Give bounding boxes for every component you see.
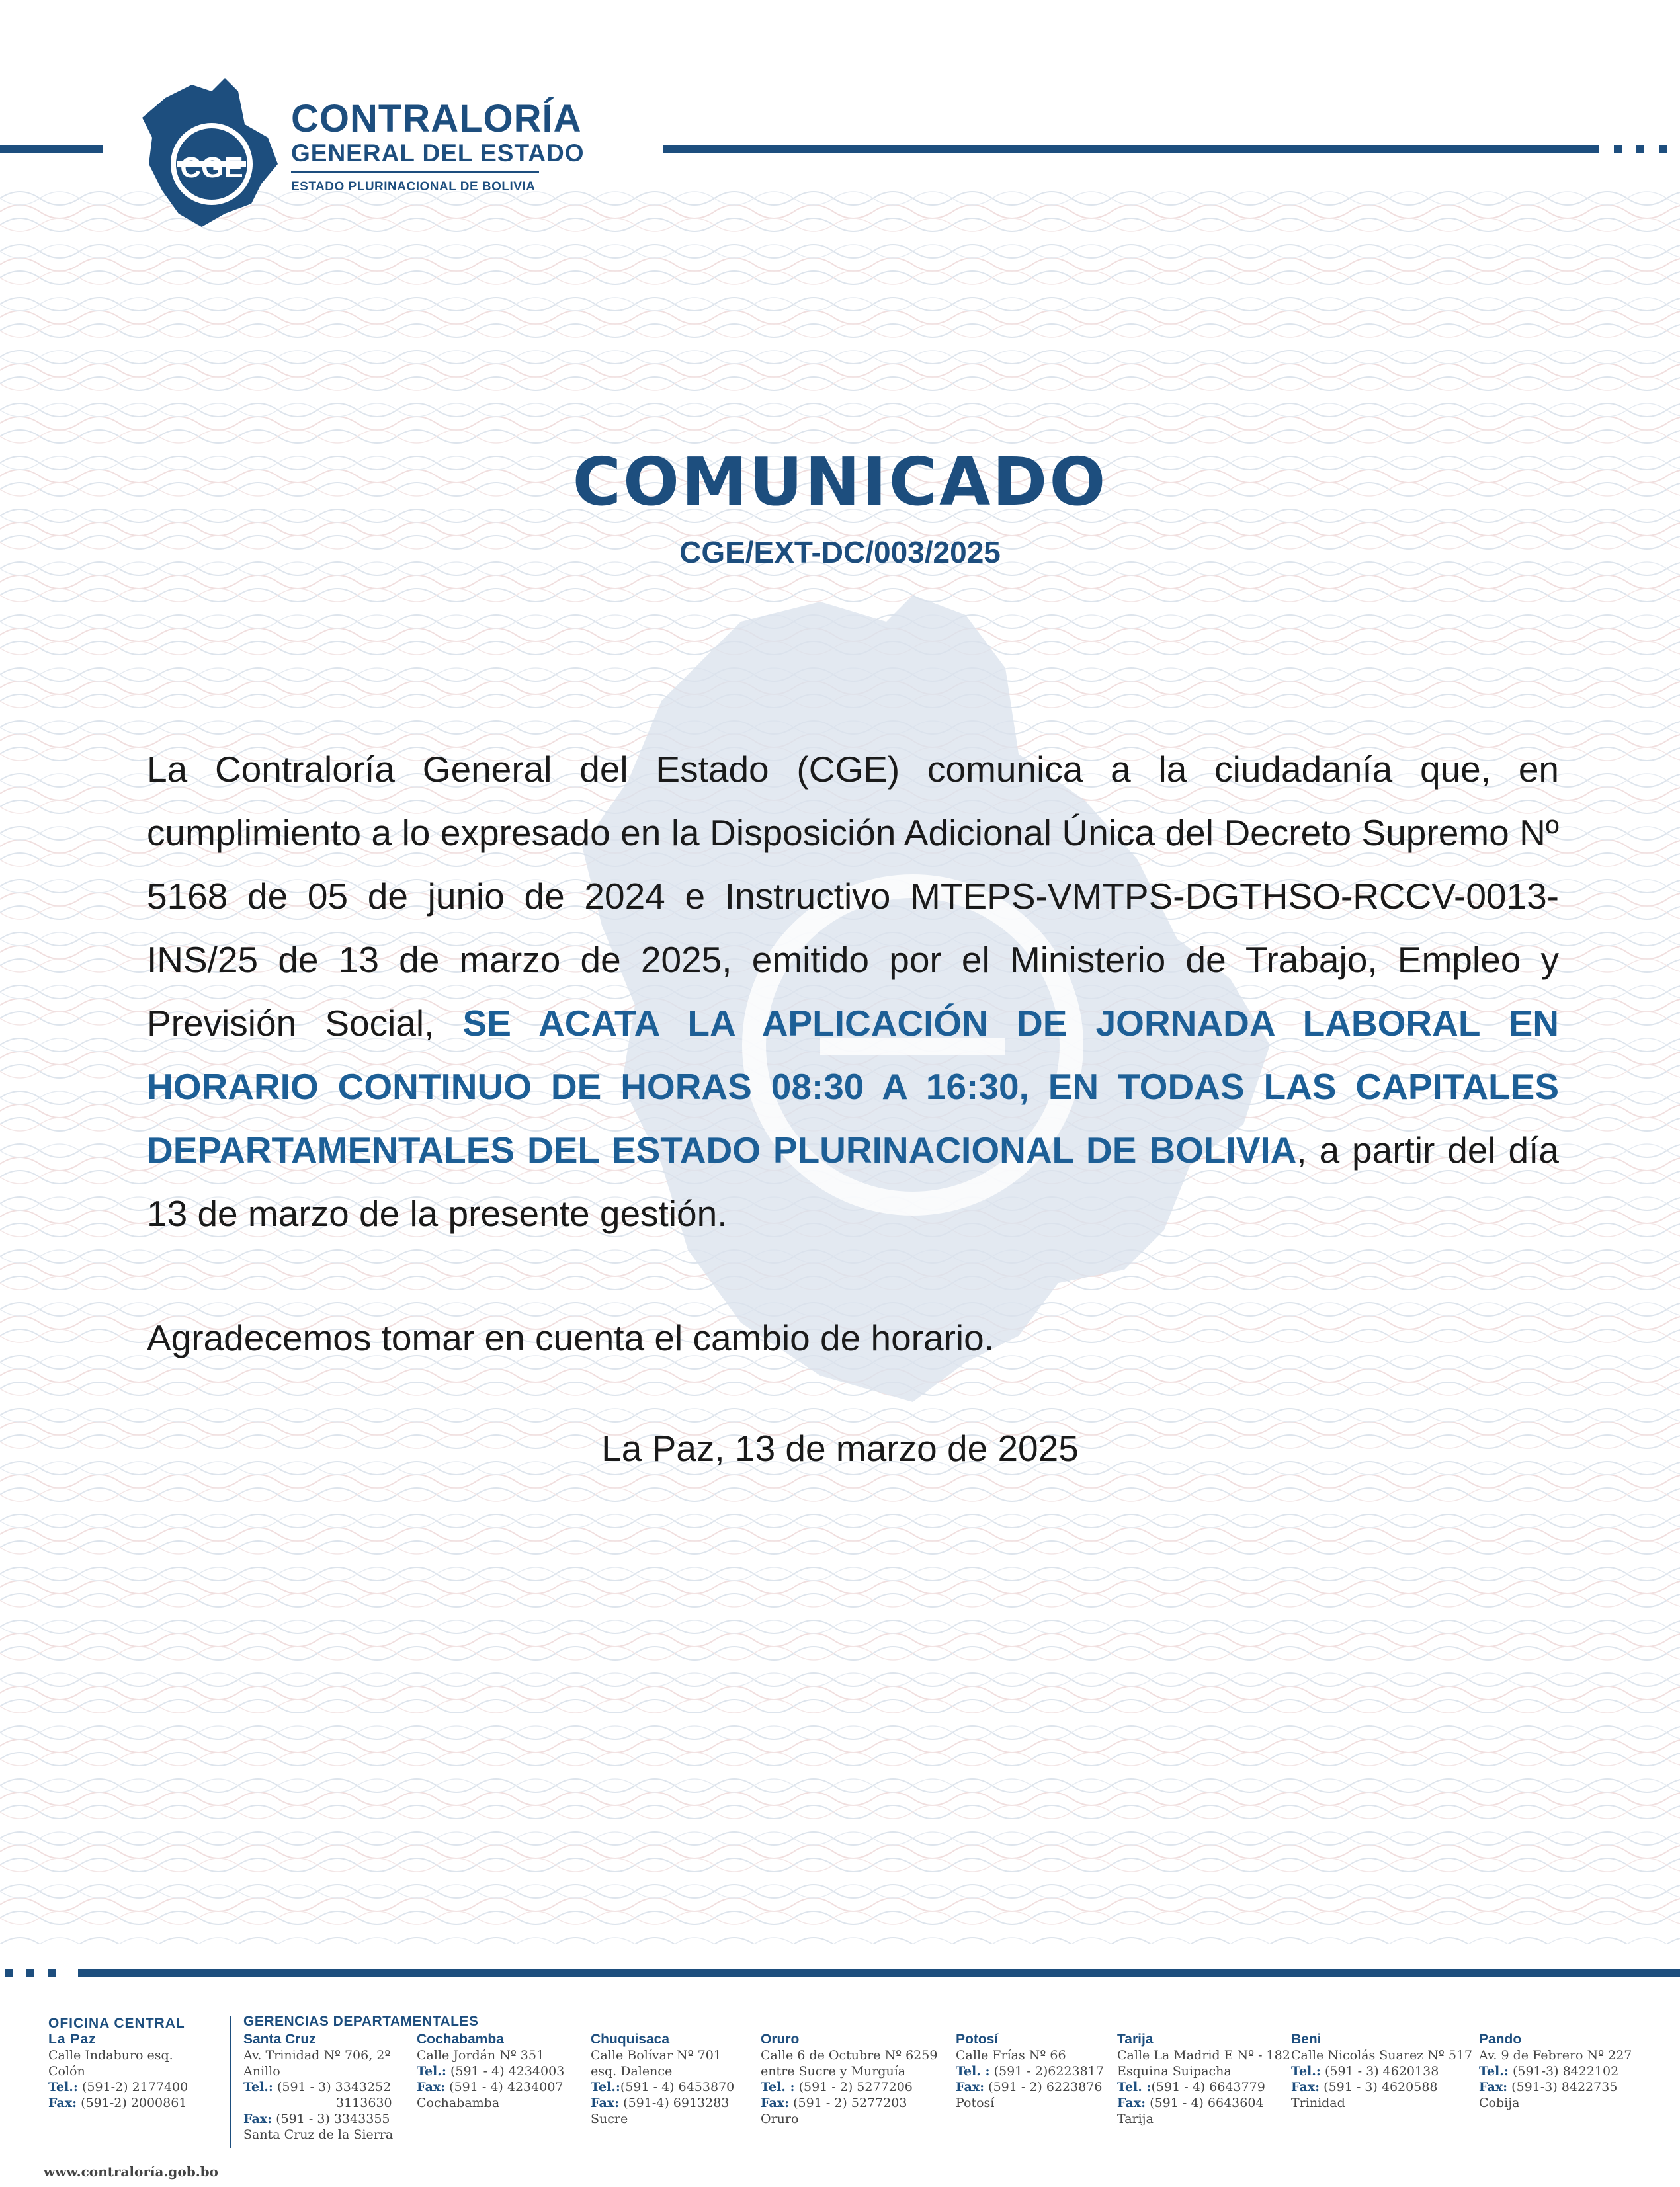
dept-potosi [956,2032,1104,2111]
dept-address: Esquina Suipacha [1117,2064,1232,2079]
dept-address: Av. 9 de Febrero Nº 227 [1479,2048,1632,2063]
dept-address: esq. Dalence [591,2064,673,2079]
dept-fax: Fax: (591-3) 8422735 [1479,2080,1618,2094]
brand-block [291,99,585,194]
dept-tarija [1117,2032,1290,2127]
dept-cochabamba [417,2032,564,2111]
dept-oruro [761,2032,937,2127]
dept-address: Calle 6 de Octubre Nº 6259 [761,2048,938,2063]
dept-tel: Tel.: (591 - 4) 4234003 [417,2064,565,2079]
dept-town: Sucre [591,2112,628,2126]
central-office-address: Colón [48,2064,85,2079]
dept-town: Oruro [761,2112,799,2126]
place-date: La Paz, 13 de marzo de 2025 [601,1428,1079,1469]
central-office-tel: Tel.: (591-2) 2177400 [48,2080,189,2094]
dept-city: Oruro [761,2032,800,2047]
central-office-address: Calle Indaburo esq. [48,2048,173,2063]
dept-fax: Fax: (591 - 3) 3343355 [243,2112,390,2126]
footer-divider [230,2016,231,2148]
dept-town: Tarija [1117,2112,1154,2126]
dept-address: entre Sucre y Murguía [761,2064,906,2079]
dept-tel-extra: 3113630 [336,2096,392,2110]
dept-tel: Tel. : (591 - 2)6223817 [956,2064,1104,2079]
dept-city: Chuquisaca [591,2032,670,2047]
body-paragraph [147,737,1559,1245]
website-link[interactable]: www.contraloría.gob.bo [44,2164,218,2180]
svg-text:CGE: CGE [180,151,243,184]
dept-city: Tarija [1117,2032,1154,2047]
brand-state: ESTADO PLURINACIONAL DE BOLIVIA [291,180,536,194]
header-dots [1614,145,1667,153]
dept-santa-cruz [243,2032,393,2143]
central-office-fax: Fax: (591-2) 2000861 [48,2096,187,2110]
dept-pando [1479,2032,1632,2111]
central-office [48,2016,188,2111]
dept-town: Trinidad [1291,2096,1345,2110]
body-text-part2: , a partir del día 13 de marzo de la presente gestión. [147,1130,1559,1234]
dept-city: Santa Cruz [243,2032,316,2047]
dept-fax: Fax: (591-4) 6913283 [591,2096,730,2110]
dept-town: Cobija [1479,2096,1520,2110]
body-text-highlight: SE ACATA LA APLICACIÓN DE JORNADA LABORAL EN HORARIO CONTINUO DE HORAS 08:30 A 16:30, EN TODAS LAS CAPITALES DEPARTAMENTALES DEL ESTADO PLURINACIONAL DE BOLIVIA [147,1003,1559,1171]
brand-divider [291,171,539,173]
dept-address: Anillo [243,2064,280,2079]
dept-city: Beni [1291,2032,1322,2047]
header-rule-left [0,145,103,153]
dept-tel: Tel. : (591 - 2) 5277206 [761,2080,913,2094]
dept-fax: Fax: (591 - 2) 5277203 [761,2096,907,2110]
dept-tel: Tel.:(591 - 4) 6453870 [591,2080,735,2094]
dept-city: Cochabamba [417,2032,504,2047]
dept-address: Av. Trinidad Nº 706, 2º [243,2048,391,2063]
dept-tel: Tel.: (591 - 3) 4620138 [1291,2064,1439,2079]
dept-town: Cochabamba [417,2096,500,2110]
header-rule-right [663,145,1599,153]
central-office-heading: OFICINA CENTRAL [48,2016,185,2031]
dept-fax: Fax: (591 - 4) 4234007 [417,2080,564,2094]
footer-rule [78,1969,1680,1977]
footer-dots [5,1969,56,1977]
departments-heading: GERENCIAS DEPARTAMENTALES [243,2014,479,2029]
document-code: CGE/EXT-DC/003/2025 [679,535,1001,569]
body-text-part1: La Contraloría General del Estado (CGE) comunica a la ciudadanía que, en cumplimiento a lo expresado en la Disposición Adicional Única del Decreto Supremo Nº 5168 de 05 de junio de 2024 e Instructivo MTEPS-VMTPS-DGTHSO-RCCV-0013-INS/25 de 13 de marzo de 2025, emitido por el Ministerio de Trabajo, Empleo y Previsión Social, [147,749,1559,1044]
brand-name: CONTRALORÍA [291,97,582,140]
dept-address: Calle Frías Nº 66 [956,2048,1066,2063]
dept-tel: Tel. :(591 - 4) 6643779 [1117,2080,1265,2094]
dept-tel: Tel.: (591 - 3) 3343252 [243,2080,392,2094]
dept-tel: Tel.: (591-3) 8422102 [1479,2064,1619,2079]
dept-fax: Fax: (591 - 2) 6223876 [956,2080,1103,2094]
dept-city: Potosí [956,2032,999,2047]
dept-city: Pando [1479,2032,1522,2047]
dept-address: Calle Bolívar Nº 701 [591,2048,722,2063]
dept-fax: Fax: (591 - 3) 4620588 [1291,2080,1438,2094]
dept-address: Calle La Madrid E Nº - 182 [1117,2048,1290,2063]
dept-town: Potosí [956,2096,995,2110]
dept-address: Calle Nicolás Suarez Nº 517 [1291,2048,1473,2063]
thanks-line: Agradecemos tomar en cuenta el cambio de horario. [147,1317,994,1358]
dept-town: Santa Cruz de la Sierra [243,2127,394,2142]
dept-chuquisaca [591,2032,734,2127]
central-office-city: La Paz [48,2032,97,2047]
dept-address: Calle Jordán Nº 351 [417,2048,545,2063]
document-title: COMUNICADO [572,443,1108,520]
dept-beni [1291,2032,1472,2111]
dept-fax: Fax: (591 - 4) 6643604 [1117,2096,1264,2110]
cge-logo-icon [139,71,284,230]
brand-subtitle: GENERAL DEL ESTADO [291,140,585,167]
